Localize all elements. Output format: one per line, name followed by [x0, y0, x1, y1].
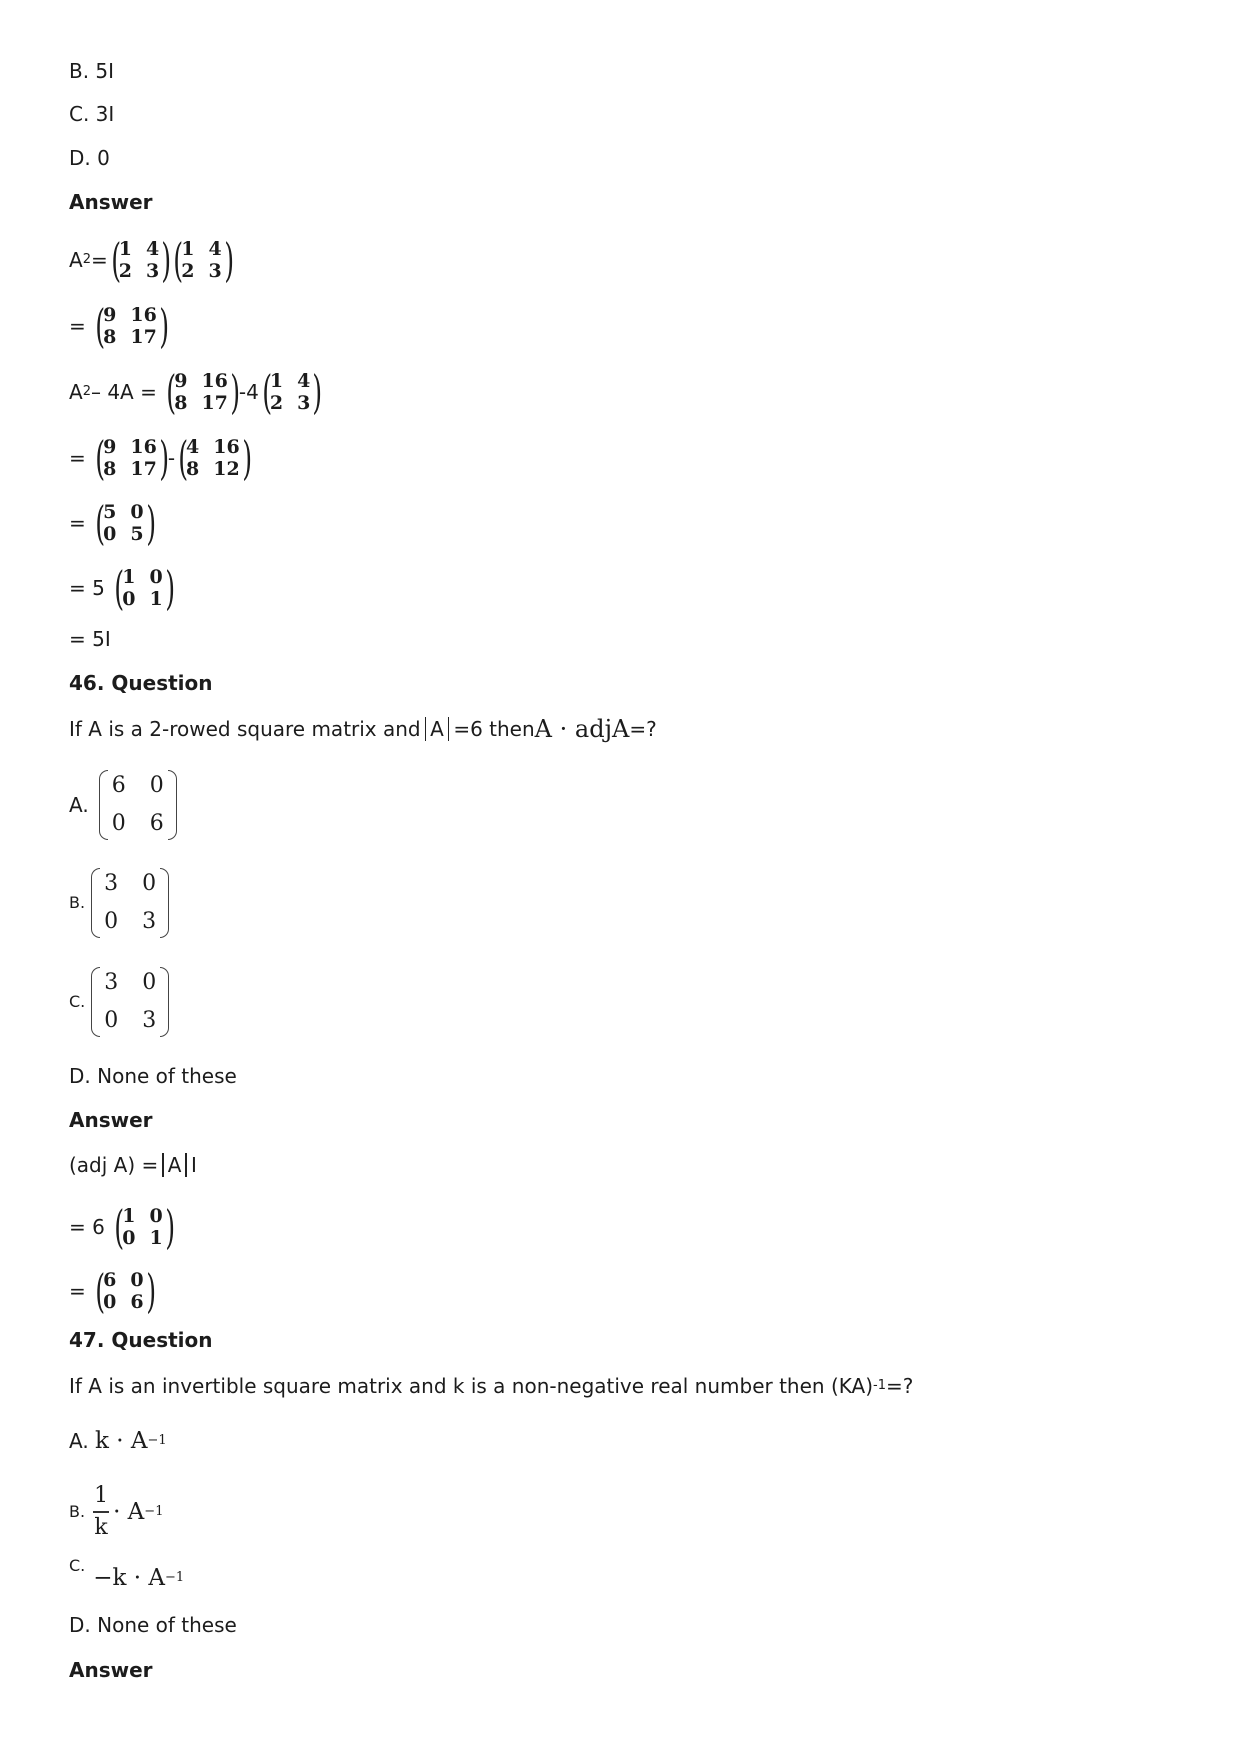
cell: 1: [118, 238, 132, 260]
matrix-a-squared: ( 9 16 8 17 ): [166, 365, 241, 419]
label: C.: [69, 992, 86, 1011]
cell: 3: [208, 260, 222, 282]
cell: 17: [130, 458, 157, 480]
expr: A · adjA: [534, 715, 630, 743]
answer-line-3: A 2 – 4A = ( 9 16 8 17 ) -4 ( 1 4 2 3 ): [69, 365, 323, 419]
answer-line-4: [69, 431, 252, 485]
cell: 0: [149, 773, 164, 798]
cell: 3: [145, 260, 160, 282]
cell: 16: [213, 436, 240, 458]
cell: 3: [142, 1008, 157, 1033]
answer-heading-47: Answer: [69, 1658, 153, 1682]
cell: 16: [201, 370, 228, 392]
expr: · A: [113, 1498, 145, 1525]
text: A: [430, 717, 444, 741]
eq-6: = 6: [69, 1215, 105, 1239]
question-text-46: [69, 716, 657, 742]
answer-heading: Answer: [69, 190, 153, 214]
cell: 6: [130, 1291, 144, 1313]
question-text-47: If A is an invertible square matrix and k is a non-negative real number then (KA) -1 =?: [69, 1374, 914, 1398]
abs-bar: [448, 717, 450, 741]
matrix-identity: ( 1 0 0 1 ): [114, 1200, 175, 1254]
cell: 0: [130, 501, 144, 523]
lhs-a: A: [69, 380, 83, 404]
cell: 1: [181, 238, 195, 260]
matrix-a: ( 1 4 2 3 ): [262, 365, 323, 419]
option-matrix: [99, 770, 177, 840]
cell: 0: [122, 1227, 136, 1249]
cell: 8: [174, 392, 188, 414]
label: A.: [69, 1429, 89, 1453]
lhs-a: A: [69, 248, 83, 272]
cell: 1: [122, 566, 136, 588]
cell: 3: [142, 909, 157, 934]
eq: =: [69, 446, 86, 470]
fraction: [93, 1484, 109, 1540]
cell: 3: [104, 871, 119, 896]
minus: -: [167, 446, 176, 470]
cell: 0: [103, 523, 117, 545]
cell: 0: [142, 871, 157, 896]
cell: 4: [145, 238, 160, 260]
cell: 0: [142, 970, 157, 995]
matrix-5i: ( 5 0 0 5 ): [95, 496, 156, 550]
option-c: C. 3I: [69, 102, 115, 126]
cell: 9: [103, 304, 117, 326]
matrix-a: ( 1 4 2 3 ): [110, 233, 172, 287]
cell: 4: [297, 370, 311, 392]
cell: 16: [130, 304, 157, 326]
answer-line-6: [69, 561, 175, 615]
cell: 6: [103, 1269, 117, 1291]
option-a-47: A. k · A −1: [69, 1428, 167, 1454]
cell: 0: [130, 1269, 144, 1291]
label: A.: [69, 793, 89, 817]
answer-line-5: [69, 496, 156, 550]
cell: 3: [297, 392, 311, 414]
text: =6 then: [453, 717, 535, 741]
expr: −k · A: [93, 1565, 166, 1591]
text: If A is a 2-rowed square matrix and: [69, 717, 421, 741]
cell: 6: [111, 773, 126, 798]
cell: 0: [104, 909, 119, 934]
answer-line-2: [69, 299, 169, 353]
text: =?: [629, 717, 657, 741]
cell: 2: [118, 260, 132, 282]
question-heading-47: 47. Question: [69, 1328, 213, 1352]
option-d: D. 0: [69, 146, 110, 170]
option-b-47: B. $\frac{1}{k}$ · A −1: [69, 1483, 164, 1540]
cell: 4: [186, 436, 200, 458]
denominator: k: [94, 1514, 108, 1540]
matrix-4a: ( 4 16 8 12 ): [178, 431, 252, 485]
cell: 1: [149, 1227, 163, 1249]
cell: 16: [130, 436, 157, 458]
cell: 9: [103, 436, 117, 458]
text: I: [190, 1153, 197, 1177]
cell: 4: [208, 238, 222, 260]
cell: 12: [213, 458, 240, 480]
cell: 1: [122, 1205, 136, 1227]
cell: 17: [130, 326, 157, 348]
eq: =: [90, 248, 108, 272]
label: C.: [69, 1556, 86, 1575]
text: If A is an invertible square matrix and k is a non-negative real number then (KA): [69, 1374, 873, 1398]
eq: =: [69, 511, 86, 535]
cell: 8: [186, 458, 200, 480]
option-d-47: D. None of these: [69, 1613, 237, 1637]
eq-5: = 5: [69, 576, 105, 600]
cell: 3: [104, 970, 119, 995]
label: B.: [69, 1501, 86, 1521]
option-c-47: C. −k · A −1: [69, 1565, 184, 1591]
cell: 1: [269, 370, 284, 392]
option-b-46: [69, 868, 169, 938]
answer-line-a-squared: A 2 = ( 1 4 2 3 ) ( 1 4 2 3 ): [69, 233, 234, 287]
cell: 2: [269, 392, 284, 414]
text: =?: [885, 1374, 914, 1398]
rest: – 4A =: [90, 380, 157, 404]
matrix-6i: ( 6 0 0 6 ): [95, 1264, 156, 1318]
matrix-identity: ( 1 0 0 1 ): [114, 561, 175, 615]
cell: 0: [149, 1205, 163, 1227]
cell: 2: [181, 260, 195, 282]
matrix-a: ( 1 4 2 3 ): [173, 233, 234, 287]
option-d-46: D. None of these: [69, 1064, 237, 1088]
cell: 8: [103, 326, 117, 348]
abs-bar: [425, 717, 427, 741]
matrix-a-squared: ( 9 16 8 17 ): [95, 431, 169, 485]
cell: 9: [174, 370, 188, 392]
option-matrix: [91, 868, 169, 938]
cell: 1: [149, 588, 163, 610]
eq: =: [69, 314, 86, 338]
numerator: 1: [94, 1483, 109, 1508]
answer-46-line-2: [69, 1200, 175, 1254]
answer-heading-46: Answer: [69, 1108, 153, 1132]
eq: =: [69, 1279, 86, 1303]
option-b: B. 5I: [69, 59, 115, 83]
abs-bar: [185, 1153, 187, 1177]
cell: 6: [149, 811, 164, 836]
cell: 0: [104, 1008, 119, 1033]
matrix-a-squared: ( 9 16 8 17 ): [95, 299, 169, 353]
cell: 17: [201, 392, 228, 414]
label: B.: [69, 893, 86, 912]
cell: 0: [111, 811, 126, 836]
expr: k · A: [95, 1428, 148, 1454]
cell: 0: [122, 588, 136, 610]
abs-bar: [162, 1153, 164, 1177]
option-a-46: [69, 770, 177, 840]
minus-4: -4: [238, 380, 259, 404]
question-heading-46: 46. Question: [69, 671, 213, 695]
cell: 5: [130, 523, 144, 545]
option-c-46: [69, 967, 169, 1037]
cell: 8: [103, 458, 117, 480]
cell: 5: [103, 501, 117, 523]
answer-46-line-1: [69, 1152, 197, 1178]
cell: 0: [149, 566, 163, 588]
option-matrix: [91, 967, 169, 1037]
text: A: [167, 1153, 182, 1177]
answer-46-line-3: [69, 1264, 156, 1318]
cell: 0: [103, 1291, 117, 1313]
text: (adj A) =: [69, 1153, 159, 1177]
answer-final: = 5I: [69, 627, 111, 651]
